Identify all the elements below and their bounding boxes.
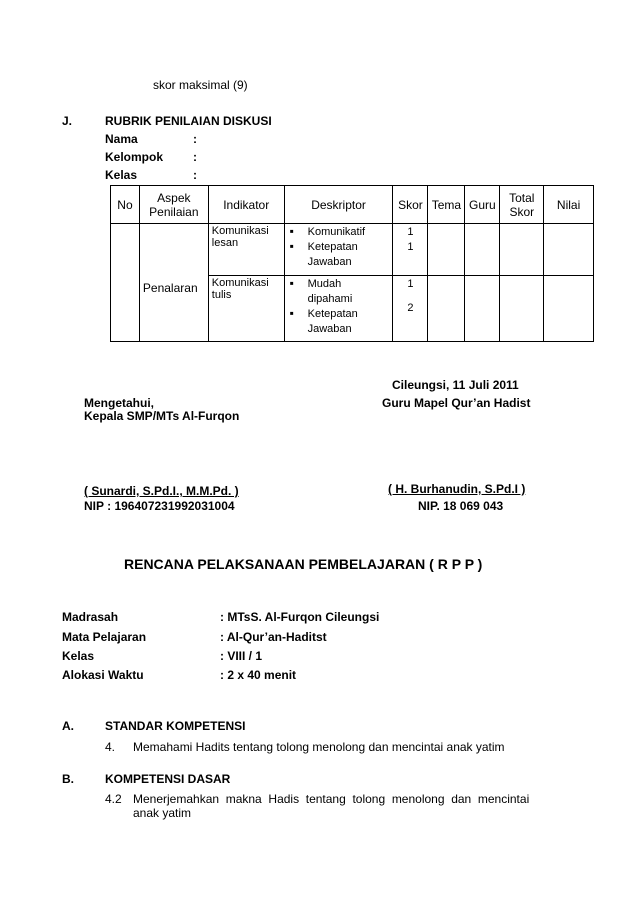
right-signatory-nip: NIP. 18 069 043 — [418, 499, 504, 513]
left-signatory-nip: NIP : 196407231992031004 — [84, 499, 235, 513]
score-value: 2 — [407, 302, 414, 314]
header-aspek-line2: Penilaian — [149, 204, 199, 219]
indikator-line1: Komunikasi — [211, 277, 269, 289]
field-name-label: Nama — [105, 132, 138, 146]
section-a-title: STANDAR KOMPETENSI — [105, 719, 246, 733]
right-signatory-name: ( H. Burhanudin, S.Pd.I ) — [388, 482, 526, 496]
header-total — [500, 186, 544, 224]
cell-skor — [393, 276, 428, 342]
cell-skor — [393, 224, 428, 276]
score-value: 1 — [407, 226, 414, 238]
cell-nilai — [544, 224, 594, 276]
cell-total — [500, 224, 544, 276]
table-row — [111, 224, 594, 276]
cell-no — [111, 224, 140, 342]
header-aspek — [139, 186, 208, 224]
cell-guru — [465, 224, 500, 276]
header-aspek-line1: Aspek — [157, 190, 191, 205]
info-subject-value: : Al-Qur’an-Haditst — [220, 630, 327, 644]
info-class-label: Kelas — [62, 649, 95, 663]
section-a-letter: A. — [62, 719, 74, 733]
info-madrasah-label: Madrasah — [62, 610, 119, 624]
section-b-title: KOMPETENSI DASAR — [105, 772, 231, 786]
cell-indikator — [208, 224, 284, 276]
indikator-line2: lesan — [211, 237, 239, 249]
cell-deskriptor — [284, 276, 393, 342]
header-skor: Skor — [393, 186, 428, 224]
header-indikator: Indikator — [208, 186, 284, 224]
cell-total — [500, 276, 544, 342]
header-guru: Guru — [465, 186, 500, 224]
section-b-letter: B. — [62, 772, 74, 786]
deskriptor-item: ▪ Ketepatan Jawaban — [288, 240, 378, 270]
field-group-label: Kelompok — [105, 150, 164, 164]
section-b-item-text-1: Menerjemahkan makna Hadis tentang tolong menolong dan mencintai — [133, 792, 530, 806]
field-group-sep: : — [193, 150, 197, 164]
rpp-title: RENCANA PELAKSANAAN PEMBELAJARAN ( R P P ) — [124, 556, 483, 572]
info-madrasah-value: : MTsS. Al-Furqon Cileungsi — [220, 610, 380, 624]
score-value: 1 — [407, 241, 414, 253]
info-time-label: Alokasi Waktu — [62, 668, 144, 682]
cell-tema — [428, 276, 465, 342]
info-time-value: : 2 x 40 menit — [220, 668, 297, 682]
field-name-sep: : — [193, 132, 197, 146]
deskriptor-item: ▪ Ketepatan Jawaban — [288, 307, 378, 337]
section-a-item-no: 4. — [105, 740, 116, 754]
right-role: Guru Mapel Qur’an Hadist — [382, 396, 531, 410]
left-role-2: Kepala SMP/MTs Al-Furqon — [84, 409, 240, 423]
cell-nilai — [544, 276, 594, 342]
section-j-title: RUBRIK PENILAIAN DISKUSI — [105, 114, 272, 128]
cell-guru — [465, 276, 500, 342]
cell-deskriptor — [284, 224, 393, 276]
deskriptor-item: ▪ Mudah dipahami — [288, 277, 368, 307]
section-j-letter: J. — [62, 114, 73, 128]
aspek-text: Penalaran — [142, 281, 198, 295]
field-class-label: Kelas — [105, 168, 138, 182]
section-a-item-text: Memahami Hadits tentang tolong menolong dan mencintai anak yatim — [133, 740, 505, 754]
indikator-line1: Komunikasi — [211, 225, 269, 237]
cell-indikator — [208, 276, 284, 342]
rubric-table — [110, 185, 594, 342]
section-b-item-text-2: anak yatim — [133, 806, 192, 820]
header-total-line2: Skor — [509, 204, 535, 219]
score-value: 1 — [407, 278, 414, 290]
place-date: Cileungsi, 11 Juli 2011 — [392, 378, 519, 392]
indikator-line2: tulis — [211, 289, 232, 301]
cell-tema — [428, 224, 465, 276]
rubric-header-row — [111, 186, 594, 224]
header-nilai: Nilai — [544, 186, 594, 224]
cell-aspek — [139, 224, 208, 342]
deskriptor-item: ▪ Komunikatif — [288, 225, 390, 240]
left-signatory-name: ( Sunardi, S.Pd.I., M.M.Pd. ) — [84, 484, 239, 498]
header-no: No — [111, 186, 140, 224]
header-total-line1: Total — [509, 190, 535, 205]
info-subject-label: Mata Pelajaran — [62, 630, 147, 644]
info-class-value: : VIII / 1 — [220, 649, 263, 663]
header-deskriptor: Deskriptor — [284, 186, 393, 224]
section-b-item-no: 4.2 — [105, 792, 122, 806]
header-tema: Tema — [428, 186, 465, 224]
left-role-1: Mengetahui, — [84, 396, 155, 410]
field-class-sep: : — [193, 168, 197, 182]
max-score-note: skor maksimal (9) — [153, 78, 248, 92]
